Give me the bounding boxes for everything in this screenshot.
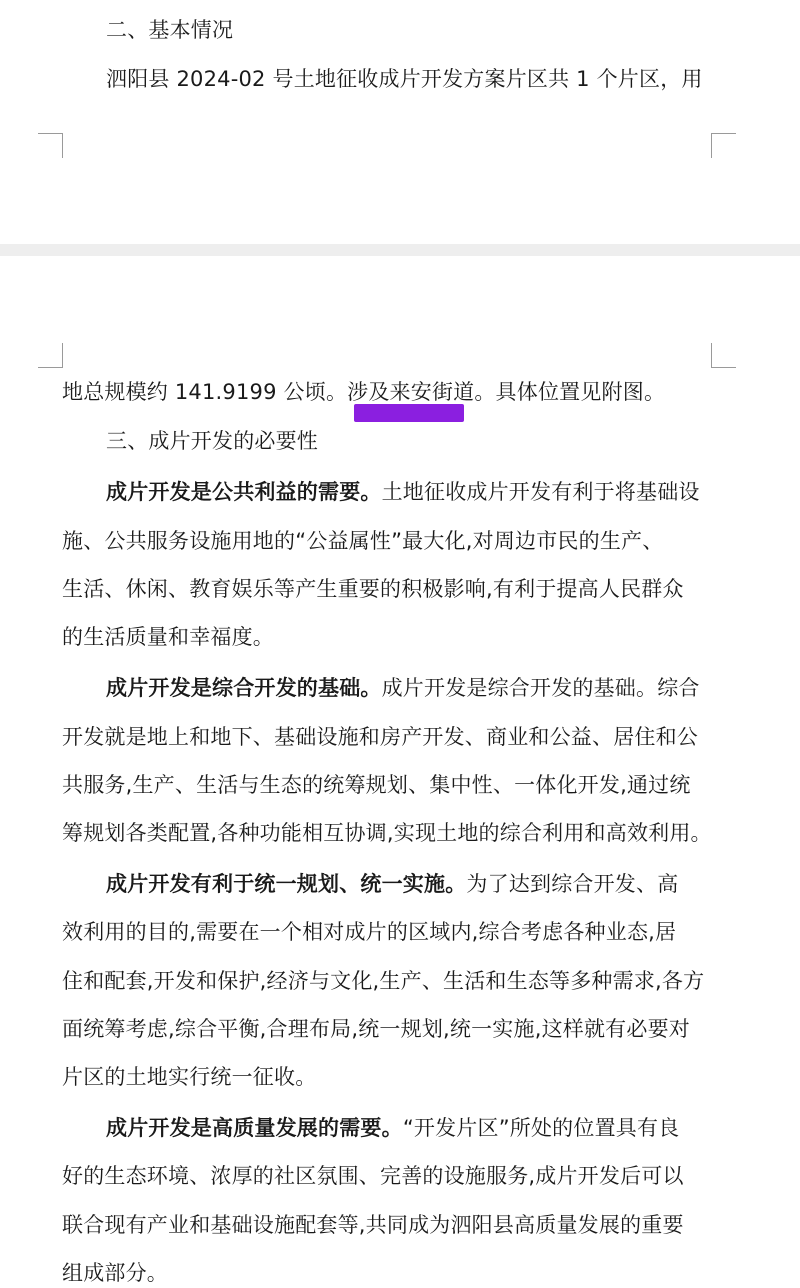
paragraph-lead-bold: 成片开发是综合开发的基础。 — [106, 676, 382, 700]
paragraph-line: 泗阳县 2024-02 号土地征收成片开发方案片区共 1 个片区，用 — [106, 67, 703, 91]
paragraph-line — [106, 869, 678, 899]
paragraph-text: 成片开发是综合开发的基础。综合 — [381, 676, 700, 700]
paragraph-line: 开发就是地上和地下、基础设施和房产开发、商业和公益、居住和公 — [62, 725, 698, 749]
paragraph-line: 片区的土地实行统一征收。 — [62, 1065, 317, 1089]
paragraph-line: 面统筹考虑,综合平衡,合理布局,统一规划,统一实施,这样就有必要对 — [62, 1017, 690, 1041]
paragraph-line — [106, 673, 700, 703]
section-heading-basic: 二、基本情况 — [106, 18, 234, 42]
paragraph-line: 生活、休闲、教育娱乐等产生重要的积极影响,有利于提高人民群众 — [62, 577, 684, 601]
margin-corner-mark — [711, 343, 736, 368]
paragraph-line: 筹规划各类配置,各种功能相互协调,实现土地的综合利用和高效利用。 — [62, 821, 712, 845]
paragraph-line — [106, 477, 700, 507]
paragraph-line — [62, 377, 665, 407]
paragraph-text: 地总规模约 141.9199 公顷。 — [62, 380, 348, 404]
paragraph-lead-bold: 成片开发有利于统一规划、统一实施。 — [106, 872, 467, 896]
paragraph-text: 土地征收成片开发有利于将基础设 — [381, 480, 700, 504]
paragraph-line — [106, 1113, 679, 1143]
paragraph-line: 联合现有产业和基础设施配套等,共同成为泗阳县高质量发展的重要 — [62, 1213, 684, 1237]
section-heading-necessity: 三、成片开发的必要性 — [106, 429, 318, 453]
document-page-1 — [0, 0, 800, 244]
paragraph-text: 为了达到综合开发、高 — [466, 872, 679, 896]
margin-corner-mark — [38, 343, 63, 368]
paragraph-lead-bold: 成片开发是公共利益的需要。 — [106, 480, 382, 504]
paragraph-line: 好的生态环境、浓厚的社区氛围、完善的设施服务,成片开发后可以 — [62, 1164, 684, 1188]
paragraph-text: “开发片区”所处的位置具有良 — [402, 1116, 680, 1140]
paragraph-line: 共服务,生产、生活与生态的统筹规划、集中性、一体化开发,通过统 — [62, 773, 691, 797]
highlight-underline-mark — [354, 404, 464, 422]
paragraph-line: 的生活质量和幸福度。 — [62, 625, 274, 649]
margin-corner-mark — [38, 133, 63, 158]
paragraph-line: 住和配套,开发和保护,经济与文化,生产、生活和生态等多种需求,各方 — [62, 969, 705, 993]
paragraph-line: 组成部分。 — [62, 1261, 168, 1285]
paragraph-lead-bold: 成片开发是高质量发展的需要。 — [106, 1116, 403, 1140]
highlighted-text: 涉及来安街道 — [347, 380, 475, 404]
page-separator — [0, 244, 800, 256]
paragraph-text: 。具体位置见附图。 — [474, 380, 666, 404]
margin-corner-mark — [711, 133, 736, 158]
paragraph-line: 施、公共服务设施用地的“公益属性”最大化,对周边市民的生产、 — [62, 529, 664, 553]
paragraph-line: 效利用的目的,需要在一个相对成片的区域内,综合考虑各种业态,居 — [62, 920, 677, 944]
